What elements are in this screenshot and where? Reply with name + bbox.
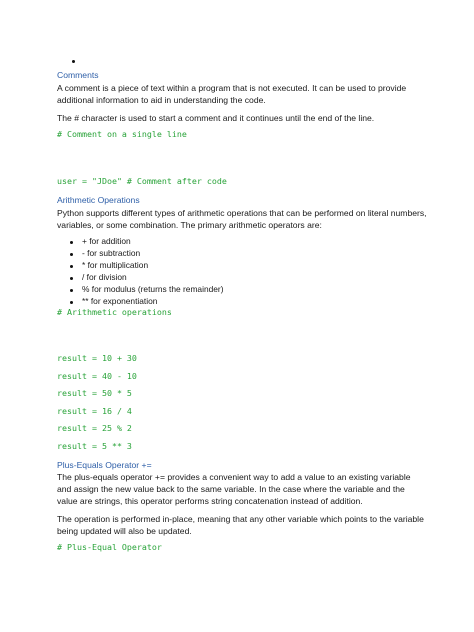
list-bullet <box>70 253 73 256</box>
arithmetic-heading: Arithmetic Operations <box>57 195 140 205</box>
list-bullet <box>70 277 73 280</box>
arithmetic-code-line: result = 25 % 2 <box>57 423 132 433</box>
list-bullet <box>70 301 73 304</box>
plus-equals-paragraph-1: The plus-equals operator += provides a convenient way to add a value to an existing variable and assign the new value back to the same variable. In the case where the variable and the value are strings, this operator performs string concatenation instead of addition. <box>57 472 411 506</box>
arithmetic-code-line: result = 50 * 5 <box>57 388 132 398</box>
list-bullet <box>70 241 73 244</box>
arithmetic-code-line: result = 40 - 10 <box>57 371 137 381</box>
top-bullet <box>72 60 75 63</box>
comments-code-line-1: # Comment on a single line <box>57 129 187 139</box>
list-item: - for subtraction <box>82 248 141 258</box>
list-item: % for modulus (returns the remainder) <box>82 284 224 294</box>
comments-paragraph-1: A comment is a piece of text within a program that is not executed. It can be used to provide additional information to aid in understanding the code. <box>57 83 407 105</box>
comments-code-line-2: user = "JDoe" # Comment after code <box>57 176 227 186</box>
list-bullet <box>70 265 73 268</box>
arithmetic-code-line: result = 5 ** 3 <box>57 441 132 451</box>
arithmetic-code-comment: # Arithmetic operations <box>57 307 172 317</box>
comments-heading: Comments <box>57 70 99 80</box>
plus-equals-code: # Plus-Equal Operator <box>57 542 162 552</box>
plus-equals-paragraph-2: The operation is performed in-place, meaning that any other variable which points to the variable being updated will also be updated. <box>57 514 424 536</box>
arithmetic-code-line: result = 10 + 30 <box>57 353 137 363</box>
comments-paragraph-2: The # character is used to start a comment and it continues until the end of the line. <box>57 113 375 123</box>
list-item: * for multiplication <box>82 260 149 270</box>
list-item: + for addition <box>82 236 131 246</box>
list-item: ** for exponentiation <box>82 296 158 306</box>
arithmetic-paragraph: Python supports different types of arithmetic operations that can be performed on literal numbers, variables, or some combination. The primary arithmetic operators are: <box>57 208 427 230</box>
list-bullet <box>70 289 73 292</box>
list-item: / for division <box>82 272 127 282</box>
plus-equals-heading: Plus-Equals Operator += <box>57 460 152 470</box>
arithmetic-code-line: result = 16 / 4 <box>57 406 132 416</box>
